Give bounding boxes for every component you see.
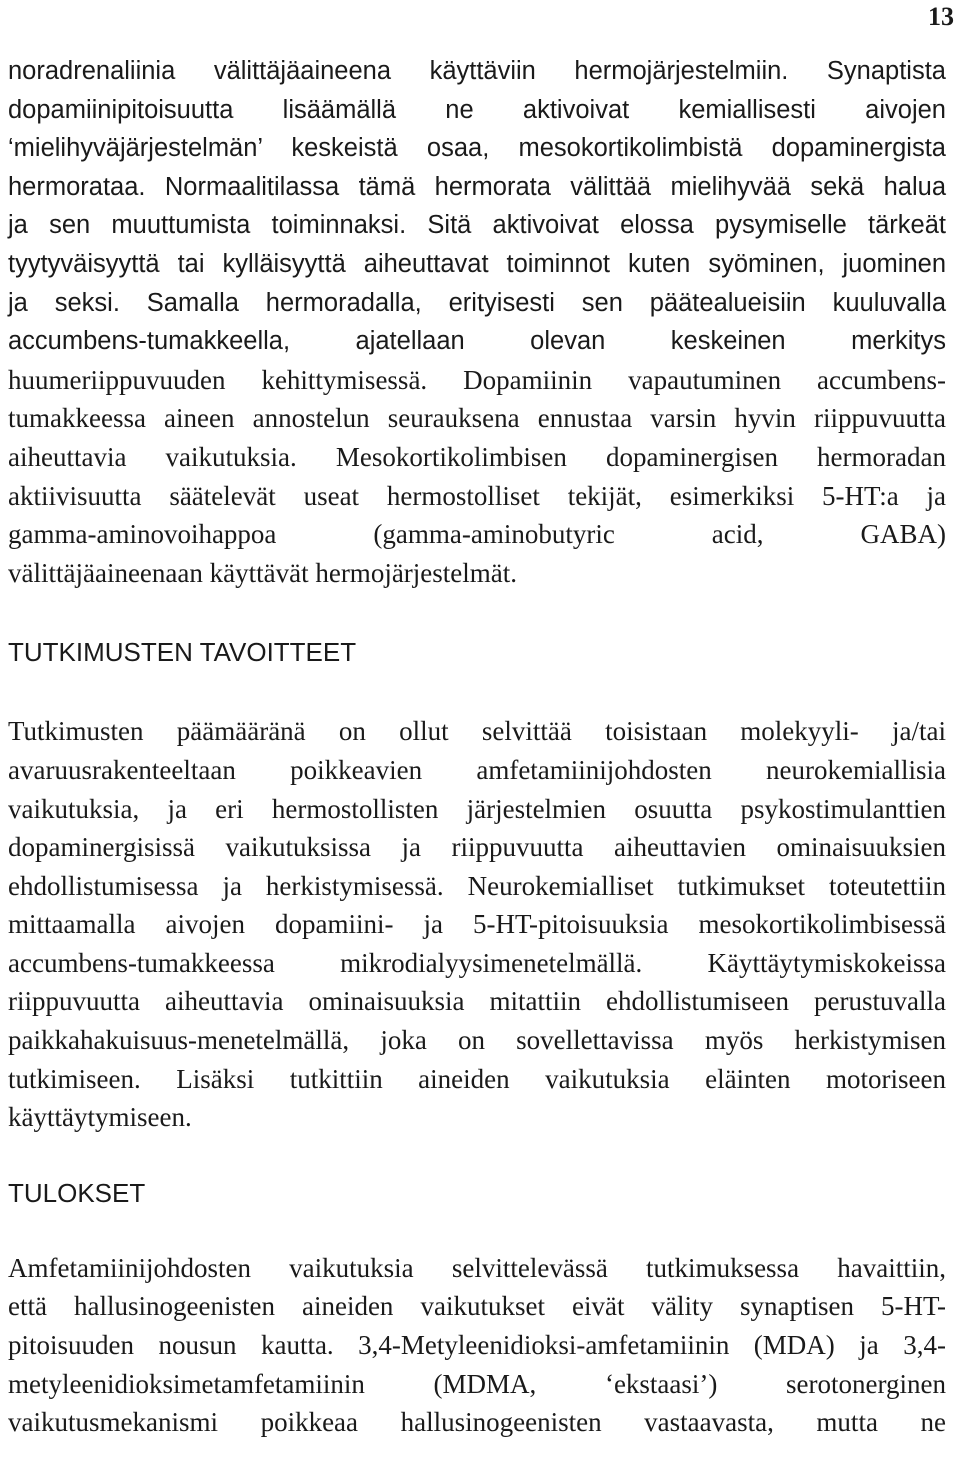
text-line: accumbens-tumakkeella, ajatellaan olevan keskeinen merkitys <box>8 327 946 356</box>
text-line: hermorataa. Normaalitilassa tämä hermorata välittää mielihyvää sekä halua <box>8 172 946 201</box>
text-line: paikkahakuisuus-menetelmällä, joka on sovellettavissa myös herkistymisen <box>8 1025 946 1056</box>
text-line: käyttäytymiseen. <box>8 1102 192 1133</box>
text-line: riippuvuutta aiheuttavia ominaisuuksia mitattiin ehdollistumiseen perustuvalla <box>8 986 946 1017</box>
text-line: tumakkeessa aineen annostelun seurauksena ennustaa varsin hyvin riippuvuutta <box>8 403 946 434</box>
text-line: Amfetamiinijohdosten vaikutuksia selvittelevässä tutkimuksessa havaittiin, <box>8 1252 946 1283</box>
text-line: dopaminergisissä vaikutuksissa ja riippuvuutta aiheuttavien ominaisuuksien <box>8 832 946 863</box>
text-line: että hallusinogeenisten aineiden vaikutukset eivät välity synaptisen 5-HT- <box>8 1291 946 1322</box>
text-line: ja sen muuttumista toiminnaksi. Sitä aktivoivat elossa pysymiselle tärkeät <box>8 211 946 240</box>
section-heading-results: TULOKSET <box>8 1177 146 1208</box>
text-line: avaruusrakenteeltaan poikkeavien amfetamiinijohdosten neurokemiallisia <box>8 754 946 785</box>
section-heading-aims: TUTKIMUSTEN TAVOITTEET <box>8 637 357 668</box>
text-line: vaikutusmekanismi poikkeaa hallusinogeenisten vastaavasta, mutta ne <box>8 1407 946 1438</box>
text-line: huumeriippuvuuden kehittymisessä. Dopamiinin vapautuminen accumbens- <box>8 364 946 395</box>
paragraph-results <box>8 1249 946 1442</box>
page-number: 13 <box>928 2 954 31</box>
text-line: dopamiinipitoisuutta lisäämällä ne aktivoivat kemiallisesti aivojen <box>8 95 946 124</box>
text-line: pitoisuuden nousun kautta. 3,4-Metyleenidioksi-amfetamiinin (MDA) ja 3,4- <box>8 1330 946 1361</box>
text-line: Tutkimusten päämääränä on ollut selvittää toisistaan molekyyli- ja/tai <box>8 716 946 747</box>
text-line: aktiivisuutta säätelevät useat hermostolliset tekijät, esimerkiksi 5-HT:a ja <box>8 480 946 511</box>
paragraph-intro <box>8 52 946 592</box>
text-line: tyytyväisyyttä tai kylläisyyttä aiheuttavat toiminnot kuten syöminen, juominen <box>8 249 946 278</box>
text-line: metyleenidioksimetamfetamiinin (MDMA, ‘ekstaasi’) serotonerginen <box>8 1368 946 1399</box>
document-body <box>8 52 946 1442</box>
paragraph-aims <box>8 712 946 1137</box>
text-line: aiheuttavia vaikutuksia. Mesokortikolimbisen dopaminergisen hermoradan <box>8 441 946 472</box>
text-line: ehdollistumisessa ja herkistymisessä. Neurokemialliset tutkimukset toteutettiin <box>8 870 946 901</box>
text-line: gamma-aminovoihappoa (gamma-aminobutyric acid, GABA) <box>8 519 946 550</box>
text-line: mittaamalla aivojen dopamiini- ja 5-HT-pitoisuuksia mesokortikolimbisessä <box>8 909 946 940</box>
text-line: ‘mielihyväjärjestelmän’ keskeistä osaa, mesokortikolimbistä dopaminergista <box>8 134 946 163</box>
text-line: ja seksi. Samalla hermoradalla, erityisesti sen päätealueisiin kuuluvalla <box>8 288 946 317</box>
text-line: accumbens-tumakkeessa mikrodialyysimenetelmällä. Käyttäytymiskokeissa <box>8 947 946 978</box>
text-line: tutkimiseen. Lisäksi tutkittiin aineiden vaikutuksia eläinten motoriseen <box>8 1063 946 1094</box>
text-line: noradrenaliinia välittäjäaineena käyttäviin hermojärjestelmiin. Synaptista <box>8 57 946 85</box>
text-line: välittäjäaineenaan käyttävät hermojärjestelmät. <box>8 557 518 588</box>
text-line: vaikutuksia, ja eri hermostollisten järjestelmien osuutta psykostimulanttien <box>8 793 946 824</box>
